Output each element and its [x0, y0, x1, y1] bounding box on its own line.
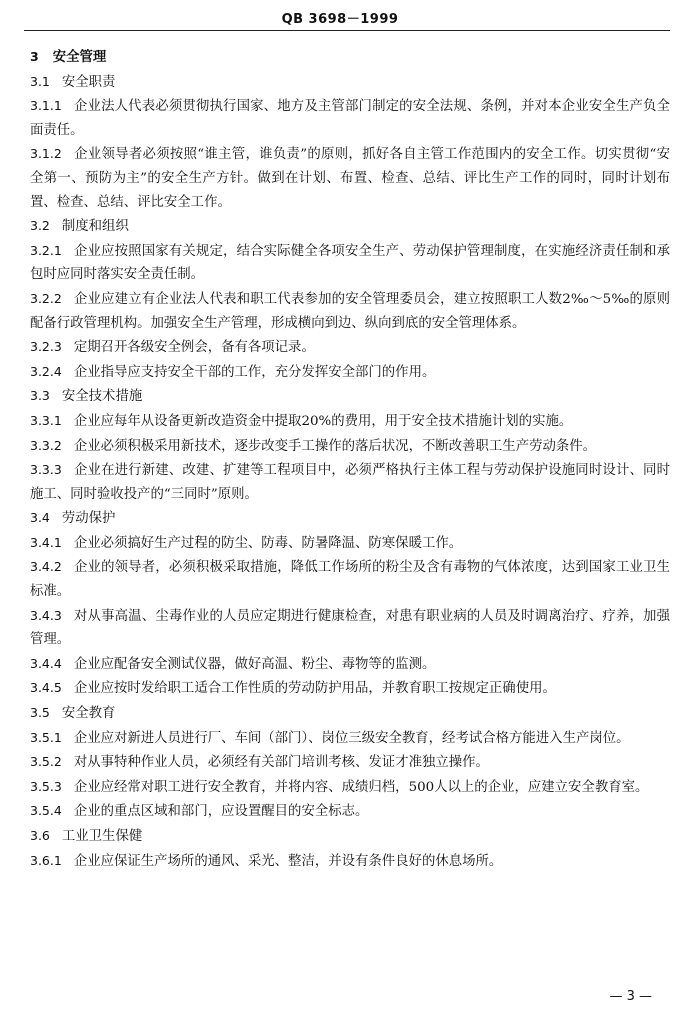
section-number: 3.3: [30, 388, 50, 404]
section-text: 企业必须积极采用新技术，逐步改变手工操作的落后状况，不断改善职工生产劳动条件。: [73, 438, 597, 454]
section-text: 企业应按照国家有关规定，结合实际健全各项安全生产、劳动保护管理制度，在实施经济责任制和承包时应同时落实安全责任制。: [30, 243, 670, 283]
section-3-4: [30, 506, 670, 531]
section-text: 对从事高温、尘毒作业的人员应定期进行健康检查，对患有职业病的人员及时调离治疗、疗养，加强管理。: [30, 608, 670, 648]
section-3-4-2: [30, 555, 670, 603]
section-text: 制度和组织: [61, 219, 129, 235]
section-3-2-3: [30, 335, 670, 360]
section-3-3-3: [30, 458, 670, 506]
section-text: 企业法人代表必须贯彻执行国家、地方及主管部门制定的安全法规、条例，并对本企业安全生产负全面责任。: [30, 99, 670, 138]
section-3-1: [30, 70, 670, 95]
page-number: — 3 —: [609, 989, 652, 1004]
section-number: 3.4: [30, 510, 50, 526]
section-3-4-5: [30, 676, 670, 701]
section-text: 企业应对新进人员进行厂、车间（部门）、岗位三级安全教育，经考试合格方能进入生产岗位。: [73, 730, 630, 746]
section-text: 企业应保证生产场所的通风、采光、整洁，并设有条件良好的休息场所。: [73, 853, 503, 869]
document-body: [30, 45, 670, 873]
section-3-4-1: [30, 531, 670, 556]
section-number: 3.2: [30, 218, 50, 234]
section-text: 对从事特种作业人员，必须经有关部门培训考核、发证才准独立操作。: [73, 755, 489, 771]
section-3: [30, 45, 670, 70]
section-number: 3.6: [30, 828, 50, 843]
header-rule: [24, 30, 670, 31]
section-number: 3.1.1: [30, 98, 62, 114]
section-number: 3.2.3: [30, 339, 62, 355]
section-text: 企业领导者必须按照“谁主管，谁负责”的原则，抓好各自主管工作范围内的安全工作。切实贯彻“安全第一、预防为主”的安全生产方针。做到在计划、布置、检查、总结、评比生产工作的同时，同时计划布置、检查、总结、评比安全工作。: [30, 147, 670, 210]
section-text: 安全管理: [52, 49, 107, 65]
section-3-2-4: [30, 360, 670, 385]
section-number: 3: [30, 49, 39, 64]
section-text: 企业应配备安全测试仪器，做好高温、粉尘、毒物等的监测。: [73, 656, 436, 672]
section-number: 3.4.1: [30, 534, 62, 550]
section-text: 企业应建立有企业法人代表和职工代表参加的安全管理委员会，建立按照职工人数2‰～5‰的原则配备行政管理机构。加强安全生产管理，形成横向到边、纵向到底的安全管理体系。: [30, 291, 670, 331]
section-number: 3.2.2: [30, 290, 62, 306]
section-3-4-3: [30, 604, 670, 652]
section-number: 3.4.2: [30, 559, 62, 575]
section-number: 3.4.5: [30, 680, 62, 696]
section-number: 3.6.1: [30, 852, 62, 868]
section-text: 企业在进行新建、改建、扩建等工程项目中，必须严格执行主体工程与劳动保护设施同时设计、同时施工、同时验收投产的“三同时”原则。: [30, 463, 670, 502]
section-text: 企业的领导者，必须积极采取措施，降低工作场所的粉尘及含有毒物的气体浓度，达到国家工业卫生标准。: [30, 560, 670, 600]
section-3-5-3: [30, 775, 670, 800]
section-3-5: [30, 701, 670, 726]
section-3-6-1: [30, 849, 670, 874]
section-3-3-2: [30, 434, 670, 459]
section-number: 3.5.1: [30, 729, 62, 745]
section-text: 企业必须搞好生产过程的防尘、防毒、防暑降温、防寒保暖工作。: [73, 535, 463, 551]
section-3-2: [30, 214, 670, 239]
section-3-5-2: [30, 750, 670, 775]
section-number: 3.3.1: [30, 412, 62, 428]
standard-code-header: QB 3698－1999: [281, 12, 399, 27]
section-number: 3.2.4: [30, 363, 62, 379]
section-3-1-2: [30, 142, 670, 214]
section-3-5-1: [30, 726, 670, 751]
section-text: 工业卫生保健: [61, 829, 143, 844]
section-text: 企业应按时发给职工适合工作性质的劳动防护用品，并教育职工按规定正确使用。: [73, 681, 556, 697]
section-text: 安全技术措施: [61, 389, 143, 405]
section-text: 企业应每年从设备更新改造资金中提取20%的费用，用于安全技术措施计划的实施。: [73, 413, 573, 429]
section-number: 3.5: [30, 705, 50, 721]
section-number: 3.1.2: [30, 146, 62, 162]
section-number: 3.5.4: [30, 803, 62, 819]
section-number: 3.4.4: [30, 655, 62, 671]
section-number: 3.1: [30, 73, 50, 89]
section-text: 安全职责: [61, 74, 116, 90]
section-3-3-1: [30, 409, 670, 434]
section-text: 企业应经常对职工进行安全教育，并将内容、成绩归档，500人以上的企业，应建立安全教育室。: [73, 779, 649, 795]
section-3-3: [30, 384, 670, 409]
section-number: 3.2.1: [30, 242, 62, 258]
section-text: 企业的重点区域和部门，应设置醒目的安全标志。: [73, 804, 369, 820]
section-number: 3.4.3: [30, 607, 62, 623]
section-number: 3.5.2: [30, 754, 62, 770]
section-3-6: [30, 824, 670, 849]
section-3-4-4: [30, 652, 670, 677]
section-text: 劳动保护: [61, 511, 116, 527]
section-text: 企业指导应支持安全干部的工作，充分发挥安全部门的作用。: [73, 364, 436, 380]
section-number: 3.5.3: [30, 778, 62, 794]
section-number: 3.3.3: [30, 462, 62, 478]
section-text: 定期召开各级安全例会，备有各项记录。: [73, 340, 315, 356]
section-3-5-4: [30, 799, 670, 824]
section-3-2-2: [30, 287, 670, 335]
section-3-1-1: [30, 94, 670, 142]
section-number: 3.3.2: [30, 437, 62, 453]
section-3-2-1: [30, 239, 670, 287]
section-text: 安全教育: [61, 706, 116, 722]
